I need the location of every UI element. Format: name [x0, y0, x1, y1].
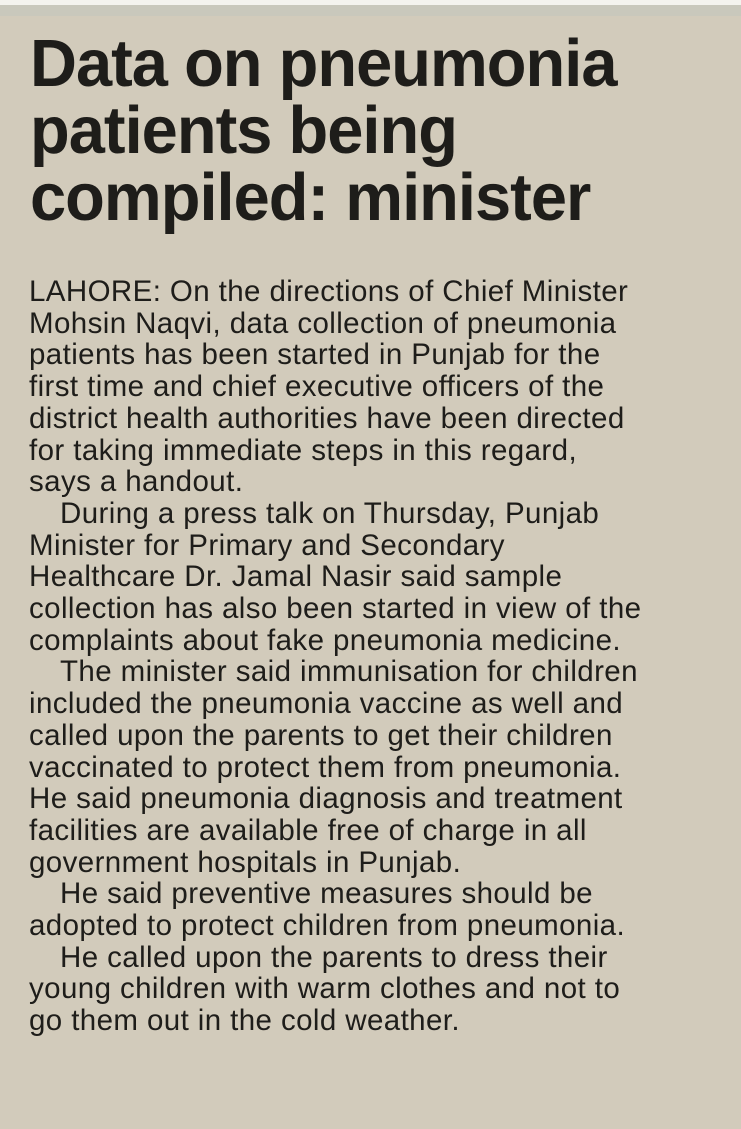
- article-line: first time and chief executive officers of the: [29, 370, 605, 404]
- headline-line: Data on pneumonia: [30, 26, 617, 101]
- article-line: included the pneumonia vaccine as well and: [29, 687, 624, 721]
- article-line: vaccinated to protect them from pneumonia.: [29, 750, 622, 784]
- article-line: He said pneumonia diagnosis and treatment: [29, 782, 623, 816]
- article-line: He called upon the parents to dress their: [60, 940, 608, 974]
- article-line: complaints about fake pneumonia medicine.: [29, 623, 621, 657]
- article-line: collection has also been started in view of the: [29, 592, 642, 626]
- article-line: district health authorities have been directed: [29, 401, 625, 435]
- headline: [30, 26, 741, 235]
- article-line: says a handout.: [29, 465, 244, 499]
- article-line: young children with warm clothes and not to: [29, 972, 621, 1006]
- article-line: During a press talk on Thursday, Punjab: [60, 496, 600, 530]
- top-band: [0, 5, 741, 16]
- article-line: called upon the parents to get their children: [29, 718, 613, 752]
- article-line: Minister for Primary and Secondary: [29, 528, 505, 562]
- headline-line: patients being: [30, 93, 457, 168]
- article-body: [29, 276, 729, 1037]
- article-line: Mohsin Naqvi, data collection of pneumonia: [29, 306, 617, 340]
- article-line: Healthcare Dr. Jamal Nasir said sample: [29, 560, 563, 594]
- headline-line: compiled: minister: [30, 160, 591, 235]
- article-line: The minister said immunisation for children: [60, 655, 638, 689]
- article-line: go them out in the cold weather.: [29, 1004, 460, 1038]
- article-line: adopted to protect children from pneumonia.: [29, 909, 626, 943]
- article-line: He said preventive measures should be: [60, 877, 593, 911]
- article-line: patients has been started in Punjab for the: [29, 338, 601, 372]
- article-line: for taking immediate steps in this regard,: [29, 433, 578, 467]
- article-line: LAHORE: On the directions of Chief Minister: [29, 275, 629, 308]
- article-line: government hospitals in Punjab.: [29, 845, 462, 879]
- article-line: facilities are available free of charge in all: [29, 813, 587, 847]
